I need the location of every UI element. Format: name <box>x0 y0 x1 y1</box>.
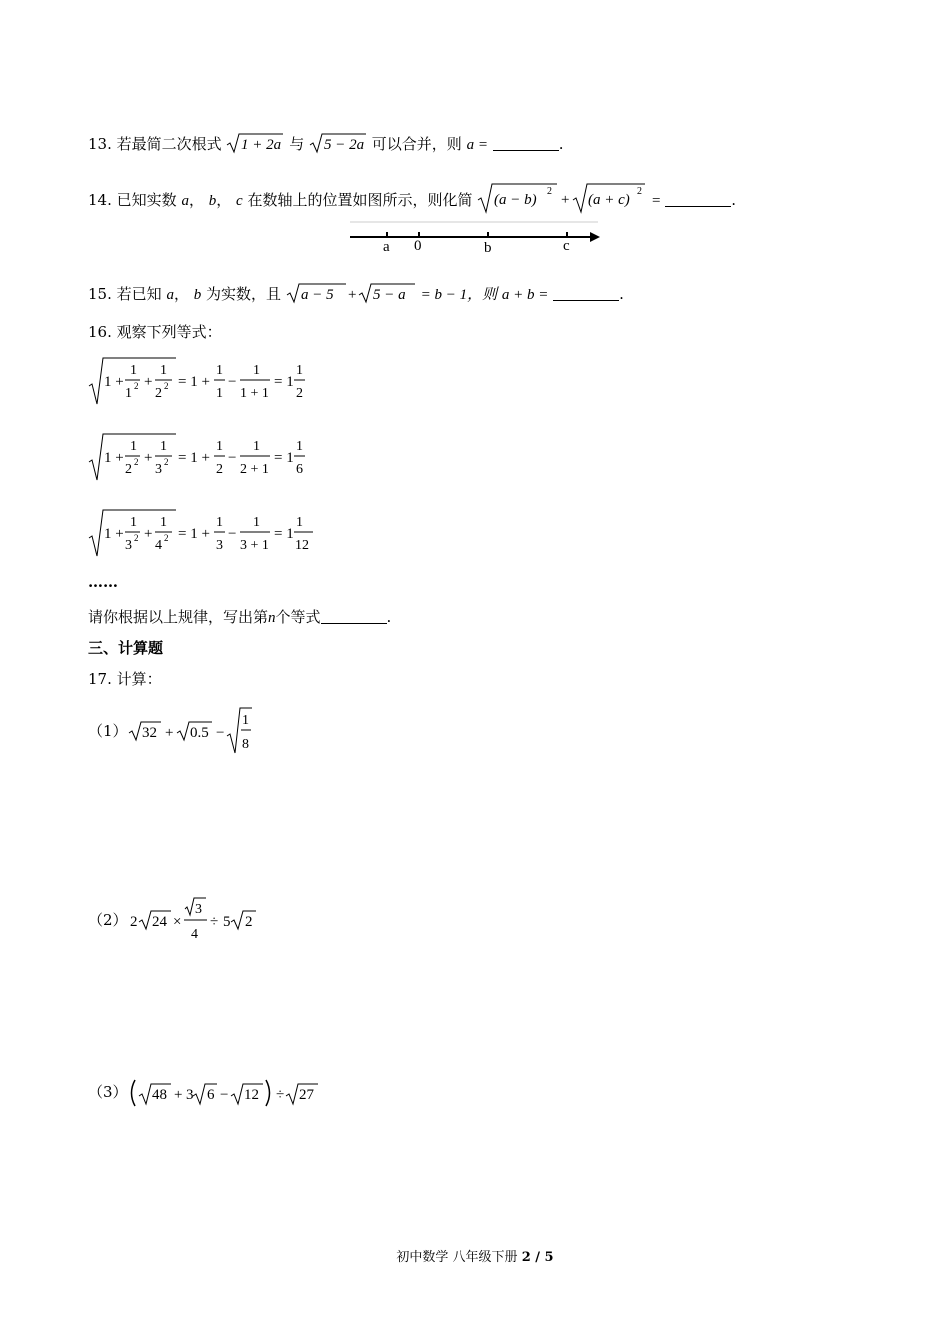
svg-text:−: − <box>228 526 237 542</box>
svg-text:+: + <box>561 192 570 208</box>
svg-text:2: 2 <box>164 533 169 543</box>
svg-text:1: 1 <box>216 515 223 530</box>
svg-text:−: − <box>228 374 237 390</box>
svg-text:2: 2 <box>134 533 139 543</box>
footer-page-number: 2 / 5 <box>521 1250 554 1265</box>
svg-text:+: + <box>165 725 174 741</box>
q17-part-3-expression <box>128 1076 368 1112</box>
svg-text:2: 2 <box>155 386 162 401</box>
q14-exp1: 2 <box>547 186 553 197</box>
svg-text:−: − <box>228 450 237 466</box>
svg-text:1 +: 1 + <box>104 450 124 466</box>
svg-text:1: 1 <box>130 515 137 530</box>
q15-rad1: a − 5 <box>300 287 334 303</box>
svg-text:3: 3 <box>125 538 132 553</box>
q13-text-c: 可以合并，则 <box>371 135 462 153</box>
svg-text:1: 1 <box>296 363 303 378</box>
svg-text:= 1: = 1 <box>274 450 294 466</box>
q13-number: 13. <box>88 135 112 153</box>
svg-text:4: 4 <box>191 927 198 942</box>
question-13 <box>88 132 564 155</box>
svg-text:1: 1 <box>253 515 260 530</box>
svg-text:= 1 +: = 1 + <box>178 526 210 542</box>
svg-text:1 + 1: 1 + 1 <box>240 386 269 401</box>
q16-prompt <box>88 607 391 628</box>
svg-text:2: 2 <box>245 914 253 930</box>
svg-text:5: 5 <box>223 914 231 930</box>
question-14: 14. 已知实数 a， b， c 在数轴上的位置如图所示，则化简 (a − b) 2 + (a + c) 2 = . <box>88 182 736 214</box>
svg-text:= 1: = 1 <box>274 526 294 542</box>
q13-radical-1 <box>226 132 284 154</box>
q16-ellipsis: …… <box>88 573 118 591</box>
svg-text:+: + <box>144 450 153 466</box>
svg-text:2 + 1: 2 + 1 <box>240 462 269 477</box>
q15-tail: a + b = <box>501 287 549 303</box>
axis-label-c: c <box>563 238 570 254</box>
svg-text:6: 6 <box>296 462 303 477</box>
q17-part-3-label: （3） <box>88 1083 128 1101</box>
q15-rhs: = b − 1，则 <box>420 287 498 303</box>
q16-prompt-b: 个等式 <box>275 608 321 626</box>
svg-text:1: 1 <box>253 363 260 378</box>
question-16 <box>88 322 222 342</box>
svg-text:= 1 +: = 1 + <box>178 374 210 390</box>
q13-tail: a = <box>466 137 488 153</box>
q14-radical-expression <box>477 182 647 214</box>
svg-text:2: 2 <box>164 457 169 467</box>
svg-text:8: 8 <box>242 737 249 752</box>
q16-equation-2 <box>88 432 348 482</box>
q14-end: . <box>731 191 737 209</box>
q15-text-a: 若已知 <box>116 285 162 303</box>
svg-text:1: 1 <box>130 363 137 378</box>
svg-text:1 +: 1 + <box>104 526 124 542</box>
q14-text-b: 在数轴上的位置如图所示，则化简 <box>247 191 473 209</box>
svg-text:4: 4 <box>155 538 162 553</box>
svg-text:1: 1 <box>216 439 223 454</box>
q14-expr2: (a + c) <box>588 192 631 208</box>
axis-label-0: 0 <box>414 238 422 254</box>
q13-text-a: 若最简二次根式 <box>116 135 222 153</box>
svg-text:1: 1 <box>160 439 167 454</box>
footer-text: 初中数学 八年级下册 <box>396 1250 518 1265</box>
q16-equation-1 <box>88 356 348 406</box>
svg-text:×: × <box>173 914 182 930</box>
q13-text-b: 与 <box>289 135 305 153</box>
svg-text:1: 1 <box>125 386 132 401</box>
svg-text:2: 2 <box>296 386 303 401</box>
q14-var-a: a <box>181 193 189 209</box>
q13-end: . <box>558 135 564 153</box>
q16-prompt-n: n <box>268 610 276 626</box>
svg-text:2: 2 <box>125 462 132 477</box>
svg-text:1: 1 <box>130 439 137 454</box>
svg-text:2: 2 <box>130 914 138 930</box>
q17-part-1-expression <box>128 706 268 756</box>
q14-number: 14. <box>88 191 112 209</box>
svg-text:÷: ÷ <box>276 1087 285 1103</box>
question-17 <box>88 669 162 689</box>
q17-part-1-label: （1） <box>88 722 128 740</box>
q17-part-2-label: （2） <box>88 911 128 929</box>
q17-part-2-expression <box>128 896 278 946</box>
q13-rad2-text: 5 − 2a <box>324 137 365 153</box>
q15-text-b: 为实数，且 <box>206 285 282 303</box>
svg-text:3: 3 <box>195 902 202 917</box>
section-3-title: 三、计算题 <box>88 639 164 657</box>
svg-text:27: 27 <box>299 1087 314 1103</box>
svg-text:−: − <box>220 1087 229 1103</box>
svg-text:3: 3 <box>186 1087 194 1103</box>
q15-number: 15. <box>88 285 112 303</box>
q15-var-a: a <box>166 287 174 303</box>
q16-text: 观察下列等式： <box>116 323 222 341</box>
q15-end: . <box>619 285 624 303</box>
axis-label-b: b <box>484 240 492 256</box>
q16-number: 16. <box>88 323 112 341</box>
svg-text:1: 1 <box>253 439 260 454</box>
svg-text:48: 48 <box>152 1087 167 1103</box>
svg-text:12: 12 <box>295 538 309 553</box>
q14-text-a: 已知实数 <box>116 191 177 209</box>
q17-text: 计算： <box>116 670 162 688</box>
q14-answer-blank[interactable] <box>665 192 731 207</box>
q16-equation-3 <box>88 508 348 558</box>
svg-text:0.5: 0.5 <box>190 725 209 741</box>
svg-text:+: + <box>174 1087 183 1103</box>
svg-text:32: 32 <box>142 725 157 741</box>
svg-text:1: 1 <box>160 515 167 530</box>
svg-text:3: 3 <box>216 538 223 553</box>
q13-answer-blank[interactable] <box>493 136 559 151</box>
svg-text:+: + <box>347 287 357 303</box>
svg-text:1 +: 1 + <box>104 374 124 390</box>
svg-text:1: 1 <box>216 363 223 378</box>
q13-rad1-text: 1 + 2a <box>241 137 282 153</box>
q15-radicals <box>286 282 416 304</box>
q14-var-b: b <box>208 193 217 209</box>
q15-rad2: 5 − a <box>372 287 406 303</box>
page-footer <box>0 1246 950 1265</box>
svg-text:2: 2 <box>134 457 139 467</box>
q15-var-b: b <box>193 287 202 303</box>
svg-text:1: 1 <box>296 515 303 530</box>
svg-text:+: + <box>144 526 153 542</box>
svg-text:2: 2 <box>134 381 139 391</box>
number-line-figure <box>348 220 608 260</box>
svg-text:1: 1 <box>160 363 167 378</box>
q14-expr1: (a − b) <box>494 192 537 208</box>
question-15: 15. 若已知 a， b 为实数，且 a − 5 + 5 − a = b − 1，则 a + b = . <box>88 282 624 305</box>
svg-text:1: 1 <box>216 386 223 401</box>
q17-number: 17. <box>88 670 112 688</box>
q14-exp2: 2 <box>637 186 643 197</box>
svg-text:÷: ÷ <box>210 914 219 930</box>
svg-text:2: 2 <box>216 462 223 477</box>
svg-text:−: − <box>216 725 225 741</box>
q16-prompt-a: 请你根据以上规律，写出第 <box>88 608 269 626</box>
svg-text:1: 1 <box>296 439 303 454</box>
q15-answer-blank[interactable] <box>553 286 619 301</box>
svg-text:+: + <box>144 374 153 390</box>
axis-label-a: a <box>383 239 390 255</box>
svg-text:3 + 1: 3 + 1 <box>240 538 269 553</box>
q16-answer-blank[interactable] <box>321 609 387 624</box>
svg-text:2: 2 <box>164 381 169 391</box>
svg-text:3: 3 <box>155 462 162 477</box>
svg-text:24: 24 <box>152 914 167 930</box>
q14-var-c: c <box>236 193 243 209</box>
svg-text:1: 1 <box>242 713 249 728</box>
svg-text:= 1 +: = 1 + <box>178 450 210 466</box>
svg-text:6: 6 <box>207 1087 215 1103</box>
svg-text:= 1: = 1 <box>274 374 294 390</box>
q16-end: . <box>386 608 392 626</box>
svg-text:12: 12 <box>244 1087 259 1103</box>
q13-radical-2 <box>309 132 367 154</box>
